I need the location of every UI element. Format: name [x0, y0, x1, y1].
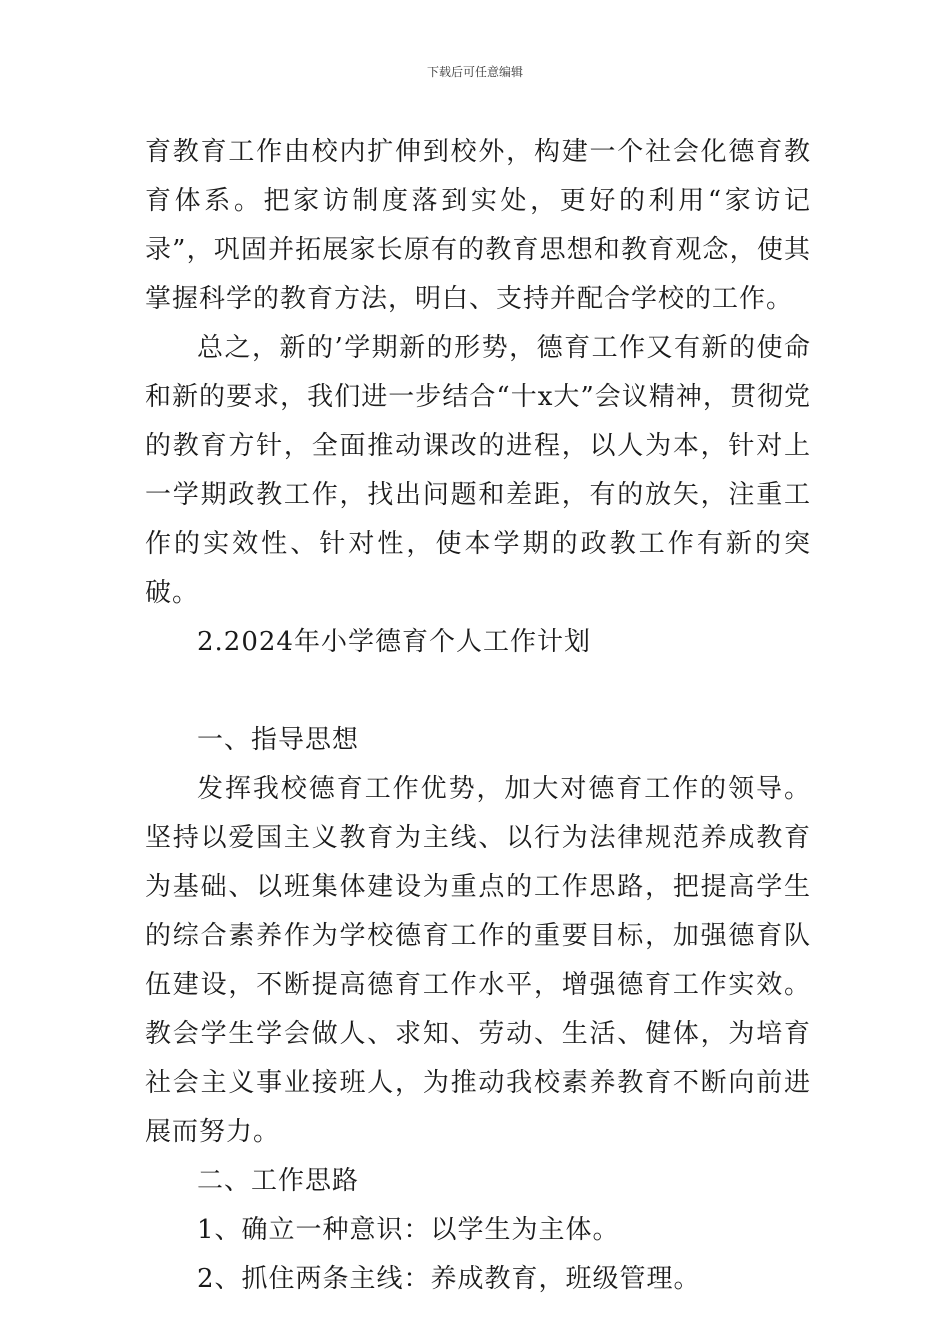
- heading-work-approach: 二、工作思路: [197, 1166, 360, 1196]
- list-item-2: 2、抓住两条主线：养成教育，班级管理。: [197, 1264, 701, 1294]
- document-body: [145, 128, 811, 1304]
- paragraph-guiding-thought: 发挥我校德育工作优势，加大对德育工作的领导。坚持以爱国主义教育为主线、以行为法律规范养成教育为基础、以班集体建设为重点的工作思路，把提高学生的综合素养作为学校德育工作的重要目标，加强德育队伍建设，不断提高德育工作水平，增强德育工作实效。教会学生学会做人、求知、劳动、生活、健体，为培育社会主义事业接班人，为推动我校素养教育不断向前进展而努力。: [145, 774, 811, 1147]
- paragraph-summary: 总之，新的’学期新的形势，德育工作又有新的使命和新的要求，我们进一步结合“十x大”会议精神，贯彻党的教育方针，全面推动课改的进程，以人为本，针对上一学期政教工作，找出问题和差距，有的放矢，注重工作的实效性、针对性，使本学期的政教工作有新的突破。: [145, 333, 811, 608]
- heading-guiding-thought: 一、指导思想: [197, 725, 360, 755]
- paragraph-continued: 育教育工作由校内扩伸到校外，构建一个社会化德育教育体系。把家访制度落到实处，更好的利用“家访记录”，巩固并拓展家长原有的教育思想和教育观念，使其掌握科学的教育方法，明白、支持并配合学校的工作。: [145, 137, 811, 314]
- blank-line: [145, 667, 811, 716]
- list-item-1: 1、确立一种意识：以学生为主体。: [197, 1215, 620, 1245]
- section-title: 2.2024年小学德育个人工作计划: [197, 627, 591, 657]
- page-header-note: 下载后可任意编辑: [426, 65, 523, 79]
